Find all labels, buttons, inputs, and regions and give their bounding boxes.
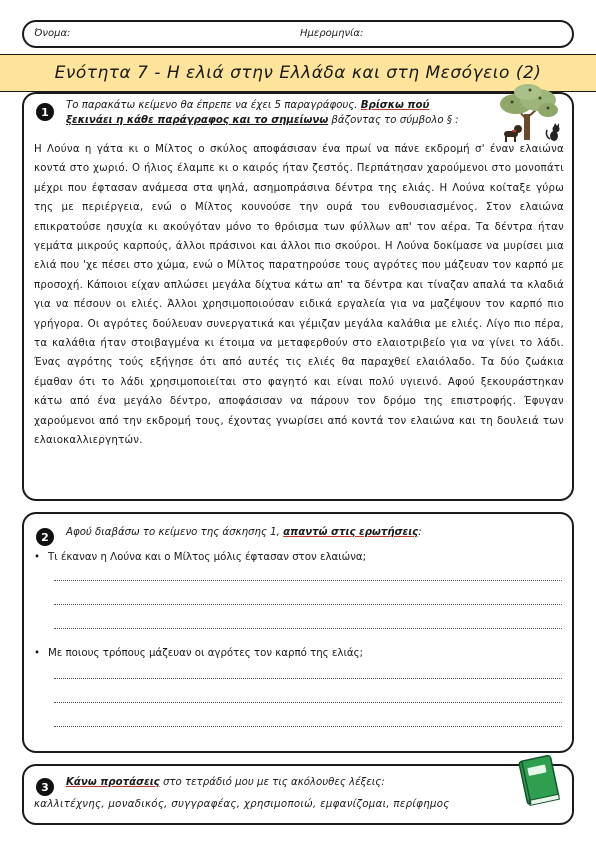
- answer-line[interactable]: [54, 726, 562, 727]
- section-number: 3: [36, 778, 54, 796]
- section-number: 1: [36, 103, 54, 121]
- section-1: [22, 92, 574, 501]
- answer-line[interactable]: [54, 678, 562, 679]
- cat-icon: [546, 123, 559, 141]
- instruction-emphasis: απαντώ στις ερωτήσεις: [283, 527, 419, 538]
- instruction-emphasis: ξεκινάει η κάθε παράγραφος και το σημείωνω: [66, 115, 329, 126]
- answer-line[interactable]: [54, 604, 562, 605]
- name-label: Όνομα:: [34, 28, 71, 39]
- section-3: [22, 764, 574, 825]
- answer-line[interactable]: [54, 702, 562, 703]
- header-box: [22, 20, 574, 48]
- word-list: καλλιτέχνης, μοναδικός, συγγραφέας, χρησιμοποιώ, εμφανίζομαι, περίφημος: [34, 799, 450, 810]
- instruction-emphasis: Κάνω προτάσεις: [66, 777, 160, 788]
- notebook-icon: [516, 752, 562, 808]
- date-label: Ημερομηνία:: [300, 28, 364, 39]
- olive-tree-illustration: [490, 84, 574, 148]
- question-1: • Τι έκαναν η Λούνα και ο Μίλτος μόλις έφτασαν στον ελαιώνα;: [48, 552, 366, 563]
- section-2: [22, 512, 574, 753]
- section-3-instruction: Κάνω προτάσεις στο τετράδιό μου με τις ακόλουθες λέξεις:: [66, 777, 385, 788]
- question-2: • Με ποιους τρόπους μάζευαν οι αγρότες τον καρπό της ελιάς;: [48, 648, 363, 659]
- answer-line[interactable]: [54, 628, 562, 629]
- answer-line[interactable]: [54, 580, 562, 581]
- page-title: Ενότητα 7 - Η ελιά στην Ελλάδα και στη Μεσόγειο (2): [54, 63, 542, 83]
- instruction-emphasis: Βρίσκω πού: [360, 100, 430, 111]
- section-number: 2: [36, 528, 54, 546]
- section-1-instruction: Το παρακάτω κείμενο θα έπρεπε να έχει 5 παραγράφους. Βρίσκω πού ξεκινάει η κάθε παράγραφος και το σημείωνω βάζοντας το σύμβολο § :: [66, 100, 459, 126]
- section-2-instruction: Αφού διαβάσω το κείμενο της άσκησης 1, απαντώ στις ερωτήσεις:: [66, 527, 422, 538]
- story-text: Η Λούνα η γάτα κι ο Μίλτος ο σκύλος αποφάσισαν ένα πρωί να πάνε εκδρομή σ' έναν ελαιώνα κοντά στο χωριό. Ο ήλιος έλαμπε κι ο καιρός ήταν ζεστός. Περπάτησαν χαρούμενοι στο μονοπάτι μέχρι που έφτασαν ανάμεσα στα ψηλά, ασημοπράσινα δέντρα της ελιάς. Η Λούνα κοίταξε γύρω της με περιέργεια, ενώ ο Μίλτος κουνούσε την ουρά του ενθουσιασμένος. Στον ελαιώνα επικρατούσε ησυχία κι ακούγόταν μόνο το θρόισμα των φύλλων απ' τον αέρα. Τα δέντρα ήταν γεμάτα μικρούς καρπούς, άλλοι πράσινοι και άλλοι πιο σκούροι. Η Λούνα δοκίμασε να μυρίσει μια ελιά που 'χε πέσει στο χώμα, ενώ ο Μίλτος παρατηρούσε τους αγρότες που μάζευαν τον καρπό με προσοχή. Κάποιοι είχαν απλώσει μεγάλα δίχτυα κάτω απ' τα δέντρα και τίναζαν απαλά τα κλαδιά για να πέσουν οι ελιές. Άλλοι χρησιμοποιούσαν ειδικά εργαλεία για να μαζέψουν τον καρπό πιο γρήγορα. Οι αγρότες δούλευαν συνεργατικά και γέμιζαν μεγάλα καλάθια με ελιές. Λίγο πιο πέρα, τα καλάθια ήταν στοιβαγμένα κι έτοιμα να μεταφερθούν στο ελαιοτριβείο για να γίνει το λάδι. Ένας αγρότης τούς εξήγησε ότι από αυτές τις ελιές θα παραχθεί ελαιόλαδο. Τα δύο ζωάκια έμαθαν ότι το λάδι χρησιμοποιείται στο φαγητό και είναι πολύ υγιεινό. Αφού ξεκουράστηκαν κάτω από ένα μεγάλο δέντρο, αποφάσισαν να πάρουν τον δρόμο της επιστροφής. Έφυγαν χαρούμενοι από την εκδρομή τους, έχοντας γνωρίσει από κοντά τον ελαιώνα και τη δουλειά των ελαιοκαλλιεργητών.: [34, 144, 564, 447]
